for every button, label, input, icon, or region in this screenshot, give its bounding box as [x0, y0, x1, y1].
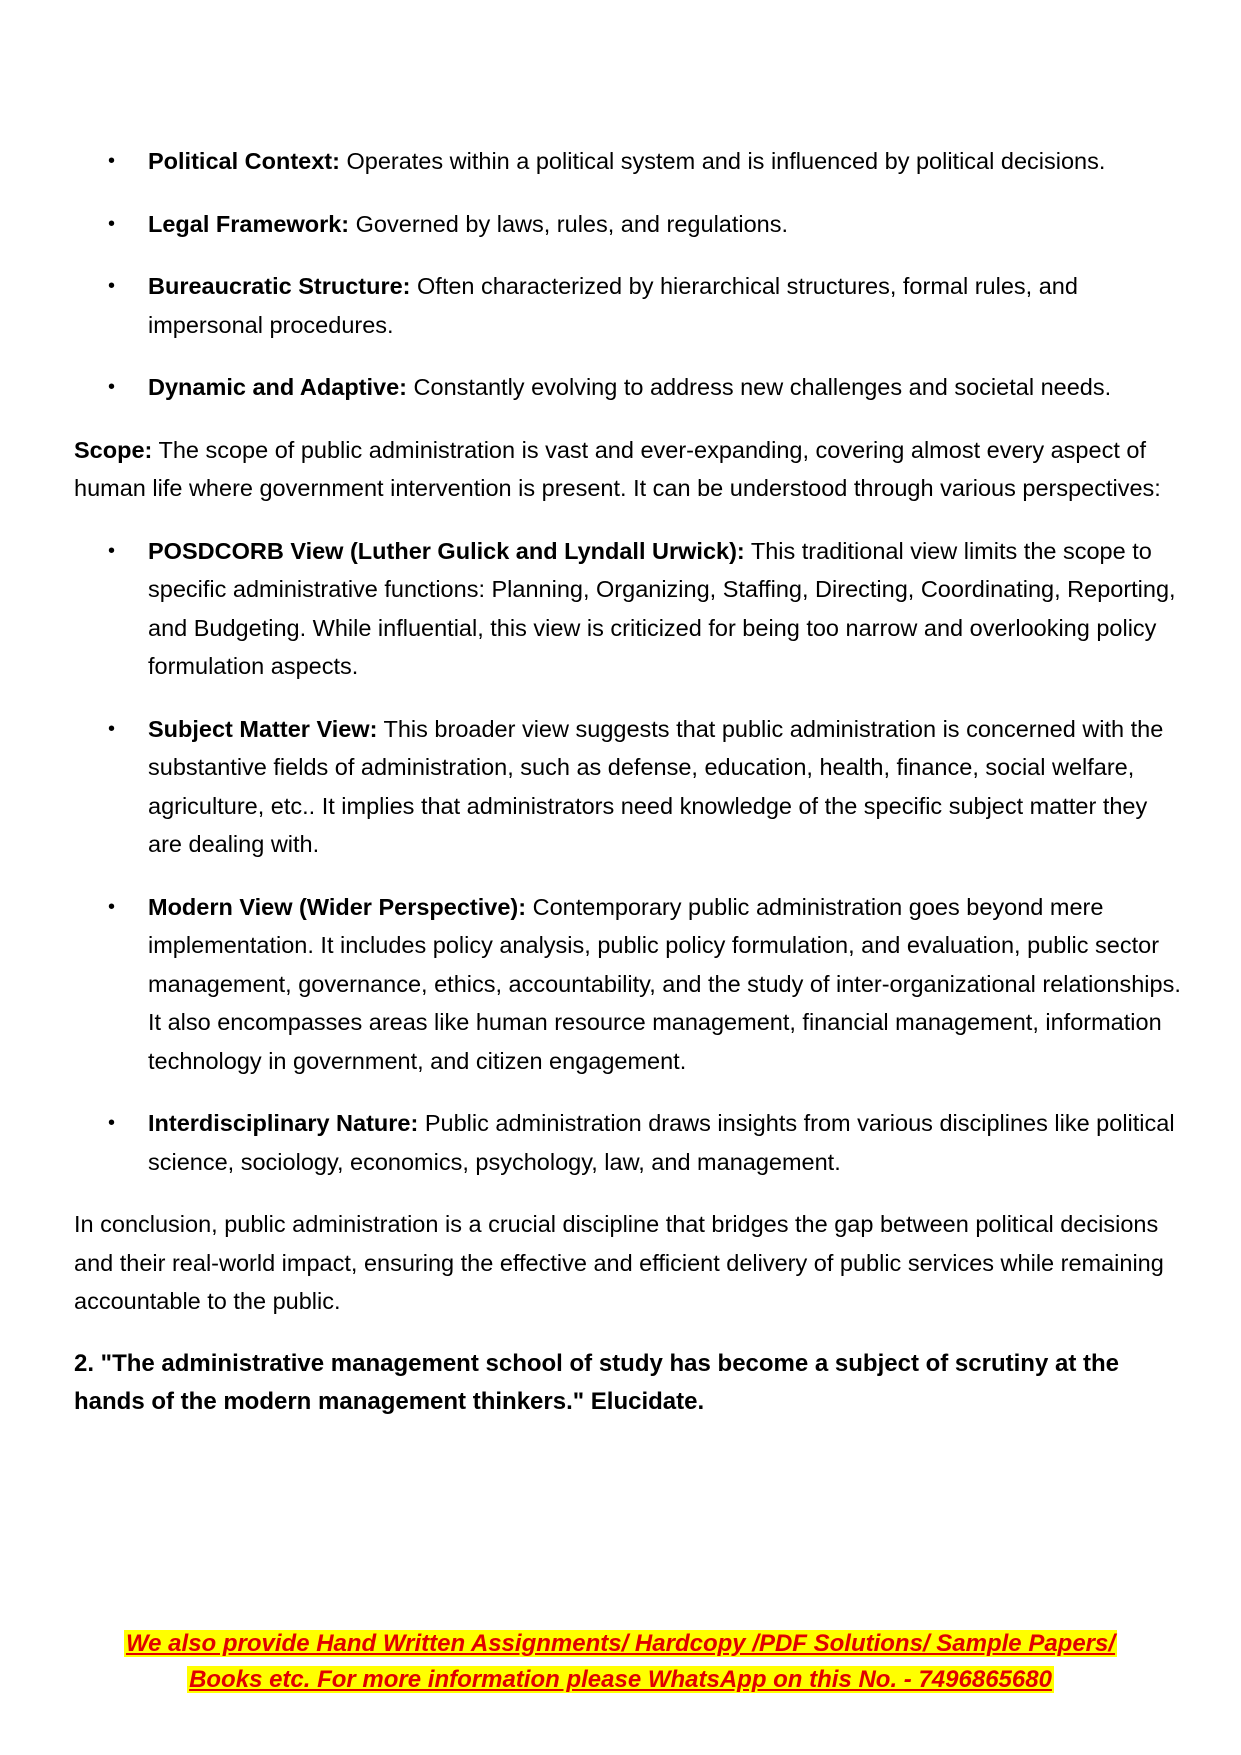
list-item-term: Legal Framework:	[148, 210, 350, 237]
list-item-text: Public administration draws insights from various disciplines like political science, sociology, economics, psychology, law, and management.	[148, 1110, 1175, 1175]
list-item	[74, 532, 1184, 686]
scope-text: The scope of public administration is vast and ever-expanding, covering almost every aspect of human life where government intervention is present. It can be understood through various perspectives:	[74, 436, 1161, 501]
list-item-text: Governed by laws, rules, and regulations.	[349, 210, 789, 237]
list-item-term: Interdisciplinary Nature:	[148, 1110, 419, 1136]
list-item-term: Political Context:	[148, 148, 340, 174]
list-item-text: This traditional view limits the scope to specific administrative functions: Planning, Organizing, Staffing, Directing, Coordinating, Reporting, and Budgeting. While influential, this view is criticized for being too narrow and overlooking policy formulation aspects.	[148, 537, 1176, 679]
scope-label: Scope:	[74, 436, 153, 463]
features-list	[74, 142, 1184, 407]
list-item	[74, 142, 1184, 181]
list-item	[74, 205, 1184, 244]
question-heading: 2. "The administrative management school of study has become a subject of scrutiny at the hands of the modern management thinkers." Elucidate.	[74, 1349, 1119, 1415]
list-item	[74, 267, 1184, 344]
footer-line-2: Books etc. For more information please WhatsApp on this No. - 7496865680	[189, 1666, 1052, 1693]
list-item	[74, 888, 1184, 1081]
list-item-term: Subject Matter View:	[148, 715, 378, 742]
list-item-term: POSDCORB View (Luther Gulick and Lyndall Urwick):	[148, 537, 745, 564]
list-item-term: Modern View (Wider Perspective):	[148, 893, 527, 920]
list-item	[74, 710, 1184, 864]
list-item-text: Constantly evolving to address new challenges and societal needs.	[407, 374, 1112, 400]
list-item	[74, 1104, 1184, 1181]
list-item-text: Contemporary public administration goes beyond mere implementation. It includes policy analysis, public policy formulation, and evaluation, public sector management, governance, ethics, accountability, and the study of inter-organizational relationships. It also encompasses areas like human resource management, financial management, information technology in government, and citizen engagement.	[148, 893, 1181, 1074]
promo-footer	[0, 1626, 1241, 1698]
scope-list	[74, 532, 1184, 1182]
list-item	[74, 368, 1184, 407]
list-item-term: Dynamic and Adaptive:	[148, 374, 407, 400]
list-item-text: This broader view suggests that public administration is concerned with the substantive fields of administration, such as defense, education, health, finance, social welfare, agriculture, etc.. It implies that administrators need knowledge of the specific subject matter they are dealing with.	[148, 715, 1164, 857]
scope-paragraph	[74, 431, 1184, 508]
list-item-text: Often characterized by hierarchical structures, formal rules, and impersonal procedures.	[148, 273, 1078, 338]
conclusion-paragraph: In conclusion, public administration is a crucial discipline that bridges the gap between political decisions and their real-world impact, ensuring the effective and efficient delivery of public services while remaining accountable to the public.	[74, 1211, 1164, 1314]
document-body	[74, 142, 1184, 1446]
footer-line-1: We also provide Hand Written Assignments/ Hardcopy /PDF Solutions/ Sample Papers/	[125, 1630, 1116, 1657]
list-item-term: Bureaucratic Structure:	[148, 273, 411, 299]
list-item-text: Operates within a political system and is influenced by political decisions.	[339, 148, 1106, 174]
